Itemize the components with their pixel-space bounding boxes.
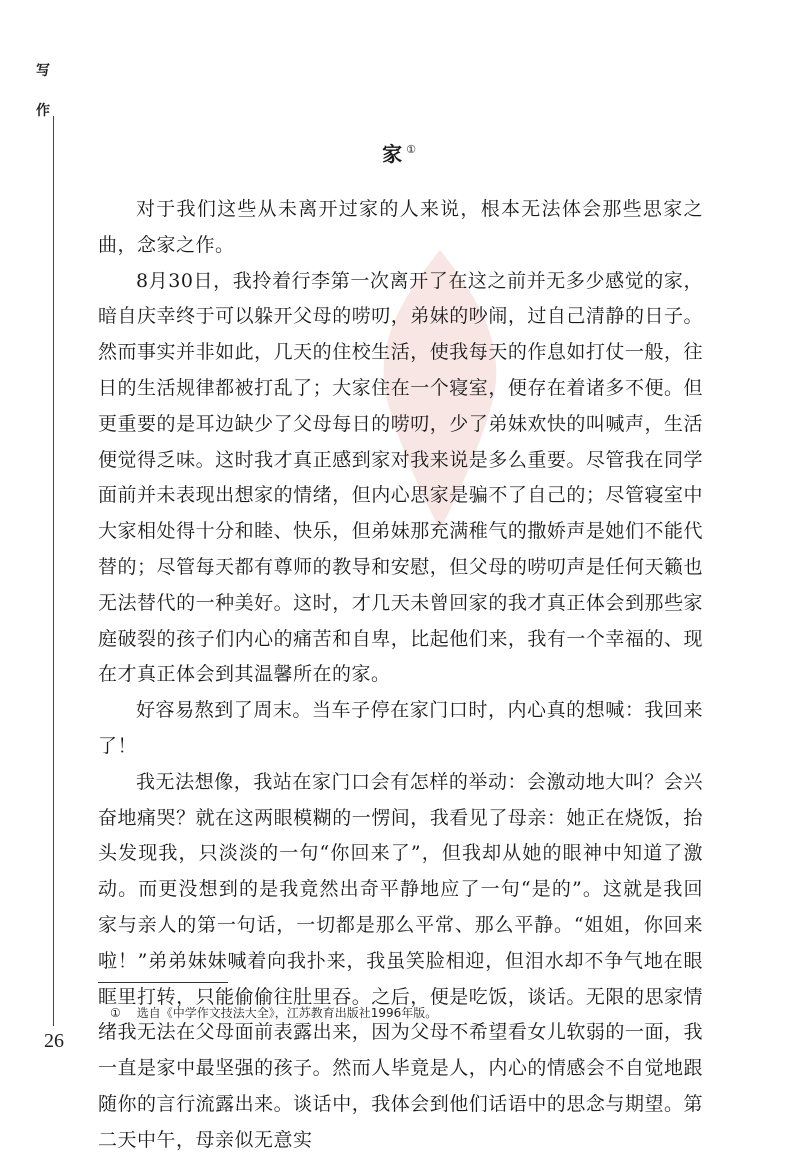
- footnote-text: 选自《中学作文技法大全》，江苏教育出版社1996年版。: [136, 1006, 438, 1020]
- footnote-mark: ①: [110, 1006, 121, 1020]
- title-text: 家: [382, 142, 405, 166]
- paragraph: 对于我们这些从未离开过家的人来说，根本无法体会那些思家之曲，念家之作。: [98, 198, 703, 256]
- article-title: [0, 138, 800, 167]
- section-label-zuo: 作: [36, 103, 50, 119]
- footnote: [110, 1004, 437, 1021]
- page-number: 26: [44, 1030, 64, 1052]
- paragraph: 我无法想像，我站在家门口会有怎样的举动：会激动地大叫？会兴奋地痛哭？就在这两眼模糊的一愣间，我看见了母亲：她正在烧饭，抬头发现我，只淡淡的一句“你回来了”，但我却从她的眼神中知道了激动。而更没想到的是我竟然出奇平静地应了一句“是的”。这就是我回家与亲人的第一句话，一切都是那么平常、那么平静。“姐姐，你回来啦！”弟弟妹妹喊着向我扑来，我虽笑脸相迎，但泪水却不争气地在眼眶里打转，只能偷偷往肚里吞。之后，便是吃饭，谈话。无限的思家情绪我无法在父母面前表露出来，因为父母不希望看女儿软弱的一面，我一直是家中最坚强的孩子。然而人毕竟是人，内心的情感会不自觉地跟随你的言行流露出来。谈话中，我体会到他们话语中的思念与期望。第二天中午，母亲似无意实: [98, 770, 703, 1151]
- paragraph: 8月30日，我拎着行李第一次离开了在这之前并无多少感觉的家，暗自庆幸终于可以躲开父母的唠叨，弟妹的吵闹，过自己清静的日子。然而事实并非如此，几天的住校生活，使我每天的作息如打仗一般，往日的生活规律都被打乱了；大家住在一个寝室，便存在着诸多不便。但更重要的是耳边缺少了父母每日的唠叨，少了弟妹欢快的叫喊声，生活便觉得乏味。这时我才真正感到家对我来说是多么重要。尽管我在同学面前并未表现出想家的情绪，但内心思家是骗不了自己的；尽管寝室中大家相处得十分和睦、快乐，但弟妹那充满稚气的撒娇声是她们不能代替的；尽管每天都有尊师的教导和安慰，但父母的唠叨声是任何天籁也无法替代的一种美好。这时，才几天未曾回家的我才真正体会到那些家庭破裂的孩子们内心的痛苦和自卑，比起他们来，我有一个幸福的、现在才真正体会到其温馨所在的家。: [98, 269, 703, 686]
- title-footnote-mark: ①: [406, 143, 418, 157]
- margin-rule: [53, 116, 54, 1026]
- section-label-xie: 写: [36, 63, 50, 79]
- paragraph: 好容易熬到了周末。当车子停在家门口时，内心真的想喊：我回来了！: [98, 699, 703, 757]
- footnote-divider: [98, 982, 228, 983]
